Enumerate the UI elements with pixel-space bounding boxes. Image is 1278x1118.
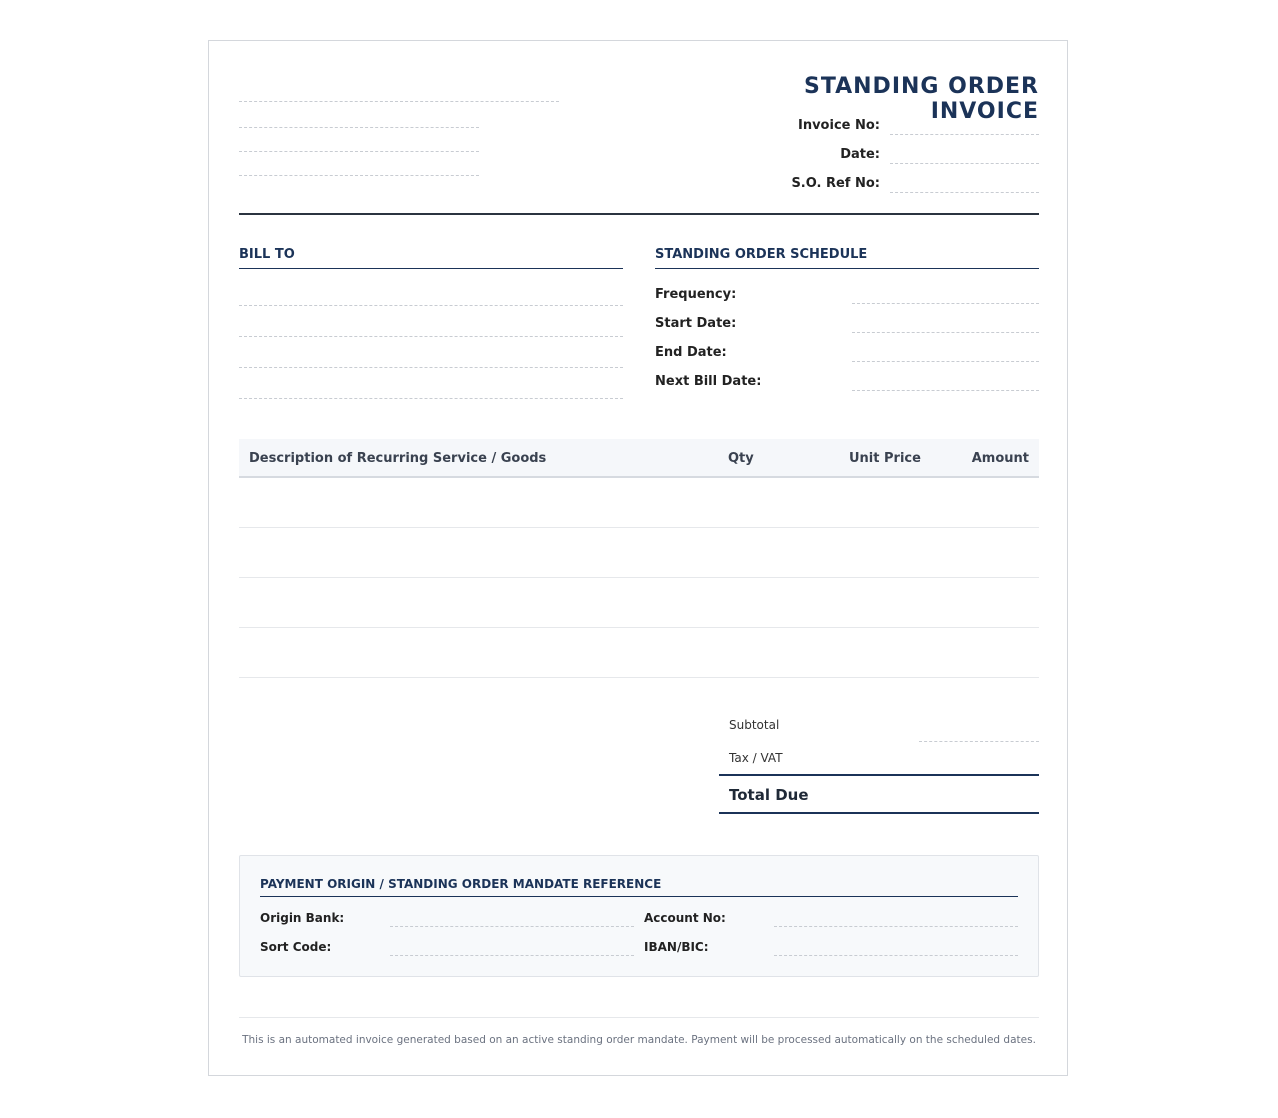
bill-to-line-3[interactable] [239, 367, 623, 368]
payment-heading: PAYMENT ORIGIN / STANDING ORDER MANDATE REFERENCE [260, 877, 1018, 897]
bill-to-line-4[interactable] [239, 398, 623, 399]
subtotal-field[interactable] [919, 741, 1039, 742]
column-unit-price: Unit Price [849, 451, 921, 466]
table-row[interactable] [239, 527, 1039, 528]
column-amount: Amount [971, 451, 1029, 466]
invoice-no-label: Invoice No: [797, 118, 880, 133]
account-no-field[interactable] [774, 926, 1018, 927]
end-date-field[interactable] [852, 361, 1039, 362]
column-qty: Qty [728, 451, 754, 466]
so-ref-field[interactable] [890, 192, 1039, 193]
date-label: Date: [840, 147, 880, 162]
header-divider [239, 213, 1039, 215]
sort-code-field[interactable] [390, 955, 634, 956]
sort-code-label: Sort Code: [260, 940, 332, 954]
company-address-line-2[interactable] [239, 151, 479, 152]
invoice-title: STANDING ORDER INVOICE [803, 74, 1039, 124]
items-table-header [239, 439, 1039, 478]
invoice-no-field[interactable] [890, 134, 1039, 135]
payment-origin-box [239, 855, 1039, 977]
company-name-line[interactable] [239, 101, 559, 102]
start-date-label: Start Date: [655, 316, 737, 331]
subtotal-label: Subtotal [729, 718, 780, 732]
account-no-label: Account No: [644, 911, 726, 925]
total-due-label: Total Due [729, 786, 809, 804]
invoice-page [208, 40, 1068, 1076]
next-bill-date-field[interactable] [852, 390, 1039, 391]
bill-to-line-1[interactable] [239, 305, 623, 306]
date-field[interactable] [890, 163, 1039, 164]
so-ref-label: S.O. Ref No: [791, 176, 880, 191]
frequency-field[interactable] [852, 303, 1039, 304]
bill-to-heading: BILL TO [239, 247, 623, 269]
table-row[interactable] [239, 627, 1039, 628]
frequency-label: Frequency: [655, 287, 737, 302]
iban-field[interactable] [774, 955, 1018, 956]
schedule-heading: STANDING ORDER SCHEDULE [655, 247, 1039, 269]
end-date-label: End Date: [655, 345, 727, 360]
start-date-field[interactable] [852, 332, 1039, 333]
column-description: Description of Recurring Service / Goods [249, 451, 547, 466]
bill-to-line-2[interactable] [239, 336, 623, 337]
total-top-rule [719, 774, 1039, 776]
next-bill-date-label: Next Bill Date: [655, 374, 762, 389]
iban-label: IBAN/BIC: [644, 940, 709, 954]
origin-bank-label: Origin Bank: [260, 911, 345, 925]
company-address-line-3[interactable] [239, 175, 479, 176]
table-row[interactable] [239, 577, 1039, 578]
total-bottom-rule [719, 812, 1039, 814]
company-address-line-1[interactable] [239, 127, 479, 128]
table-row[interactable] [239, 677, 1039, 678]
tax-label: Tax / VAT [729, 751, 783, 765]
footer-divider [239, 1017, 1039, 1018]
origin-bank-field[interactable] [390, 926, 634, 927]
footer-note: This is an automated invoice generated based on an active standing order mandate. Payment will be processed automatically on the scheduled dates. [242, 1034, 1036, 1046]
